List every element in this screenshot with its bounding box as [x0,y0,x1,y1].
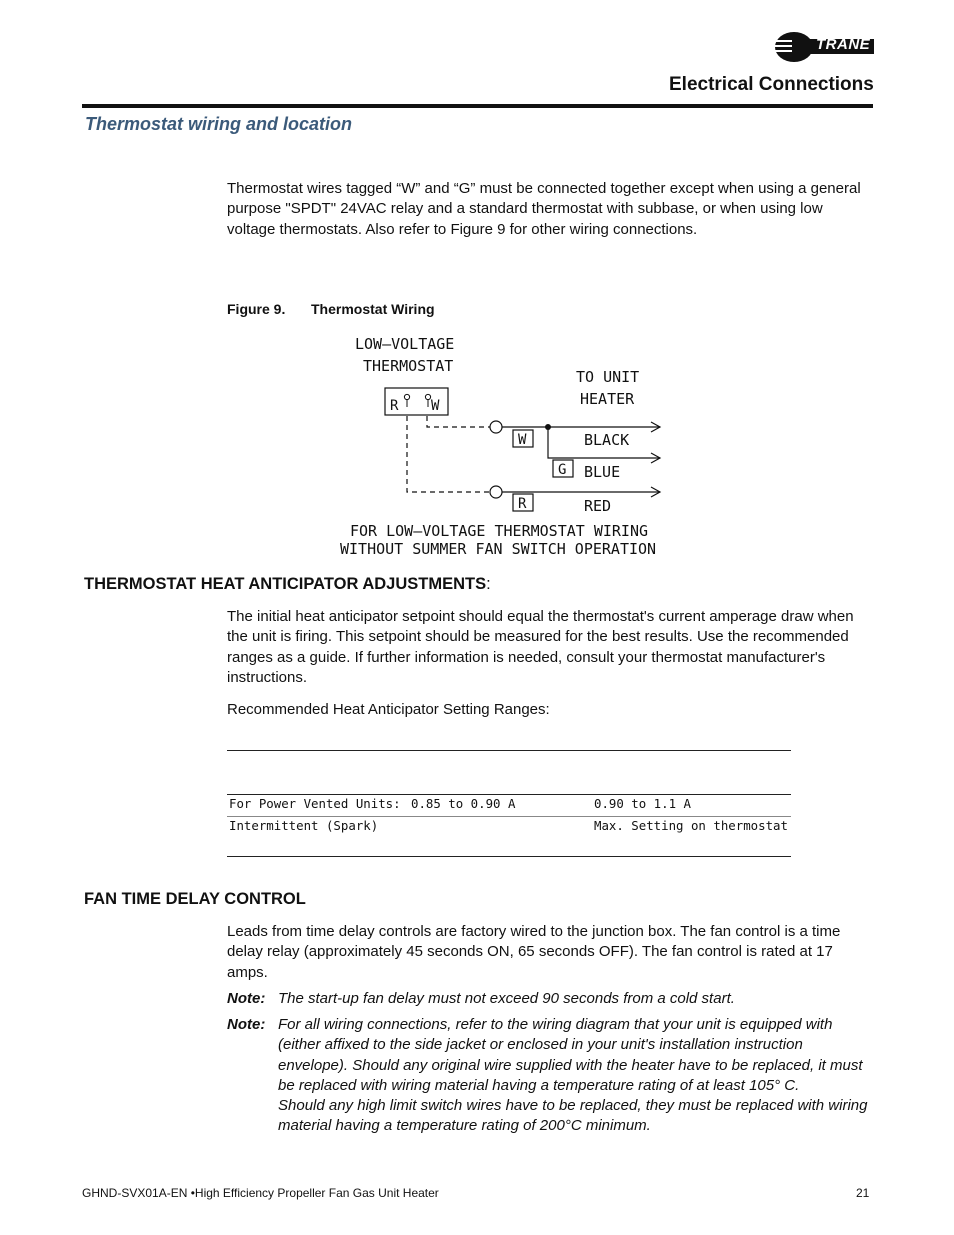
wire-tag-r: R [518,496,527,512]
connector-w [490,421,502,433]
figure-number: Figure 9. [227,301,286,317]
connector-r [490,486,502,498]
diagram-caption-line2: WITHOUT SUMMER FAN SWITCH OPERATION [340,540,657,558]
junction-dot [545,424,551,430]
footer-doc-info [82,1186,439,1200]
note-2 [227,1015,873,1160]
dashed-wire-w [427,416,490,427]
table-cell: 0.90 to 1.1 A [594,796,691,811]
anticipator-heading-text: THERMOSTAT HEAT ANTICIPATOR ADJUSTMENTS [84,575,487,593]
terminal-r-dot [404,394,409,399]
figure-caption [227,301,435,317]
note-2-text-continued: Should any high limit switch wires have to be replaced, they must be replaced with wiring material having a temperature rating of 200°C minimum. [278,1097,868,1135]
wire-label-black: BLACK [584,431,630,449]
fan-paragraph: Leads from time delay controls are factory wired to the junction box. The fan control is a time delay relay (approximately 45 seconds ON, 65 seconds OFF). The fan control is rated at 17 amps. [227,923,841,981]
table-header-rule [227,794,791,795]
terminal-w-label: W [431,398,440,414]
figure-title: Thermostat Wiring [311,301,435,317]
footer-doc-title: High Efficiency Propeller Fan Gas Unit Heater [194,1186,439,1200]
ranges-label: Recommended Heat Anticipator Setting Ranges: [227,701,550,718]
terminal-r-label: R [390,398,399,414]
wire-label-blue: BLUE [584,463,621,481]
table-cell: Intermittent (Spark) [229,818,379,833]
table-row [227,796,791,816]
to-unit-label-line1: TO UNIT [576,368,640,386]
to-unit-label-line2: HEATER [580,390,635,408]
table-bottom-rule [227,856,791,857]
dashed-wire-r [407,416,490,492]
wire-tag-g: G [558,462,567,478]
wire-tag-w: W [518,432,527,448]
anticipator-paragraph: The initial heat anticipator setpoint should equal the thermostat's current amperage draw when the unit is firing. This setpoint should be measured for the best results. Use the recommended ranges as a guide. If further information is needed, consult your thermostat manufacturer's instructions. [227,608,854,686]
intro-paragraph: Thermostat wires tagged “W” and “G” must be connected together except when using a general purpose "SPDT" 24VAC relay and a standard thermostat with subbase, or when using low voltage thermostats. Also refer to Figure 9 for other wiring connections. [227,180,861,238]
note-1-label: Note: [227,990,266,1007]
footer-bullet: • [190,1186,195,1200]
table-cell: For Power Vented Units: [229,796,401,811]
table-top-rule [227,750,791,751]
thermostat-label-line2: THERMOSTAT [363,357,454,375]
footer-doc-id: GHND-SVX01A-EN [82,1186,188,1200]
fan-heading: FAN TIME DELAY CONTROL [84,890,306,908]
note-2-body [278,1015,873,1137]
table-cell: Max. Setting on thermostat [594,818,788,833]
table-cell: 0.85 to 0.90 A [411,796,516,811]
note-2-text: For all wiring connections, refer to the wiring diagram that your unit is equipped with (either affixed to the side jacket or enclosed in your unit's installation instruction envelope). Should any original wire supplied with the heater have to be replaced, it must be replaced with wiring material having a temperature rating of at least 105° C. [278,1016,863,1094]
brand-name: TRANE [816,36,871,53]
note-1-text: The start-up fan delay must not exceed 90 seconds from a cold start. [278,990,735,1007]
table-row-rule [227,816,791,817]
page-subhead: Thermostat wiring and location [85,114,353,134]
note-1 [227,989,873,1010]
terminal-w-dot [425,394,430,399]
wire-label-red: RED [584,497,612,515]
page-number: 21 [856,1186,870,1200]
section-title: Electrical Connections [669,74,874,95]
diagram-caption-line1: FOR LOW—VOLTAGE THERMOSTAT WIRING [350,522,649,540]
anticipator-heading [84,575,491,594]
thermostat-wiring-diagram [330,330,730,562]
anticipator-heading-colon: : [486,575,491,593]
trane-logo [774,30,874,64]
thermostat-label-line1: LOW—VOLTAGE [355,335,455,353]
header-rule [82,104,873,108]
note-2-label: Note: [227,1016,266,1033]
table-row [227,818,791,838]
